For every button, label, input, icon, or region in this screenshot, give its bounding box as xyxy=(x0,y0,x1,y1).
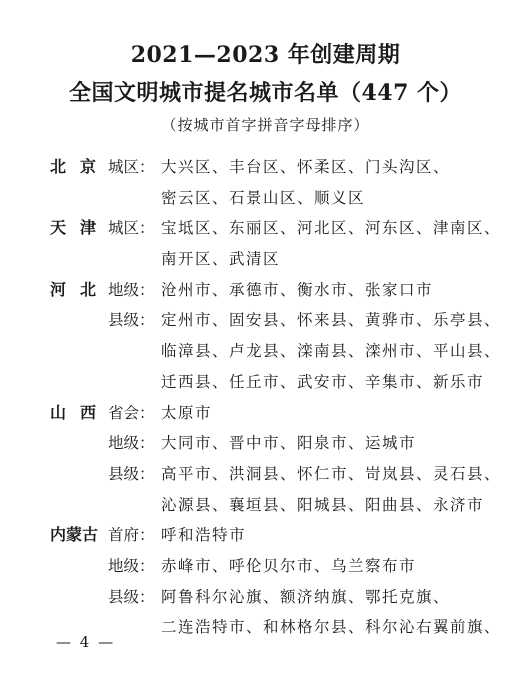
province-name: 河北 xyxy=(50,279,111,299)
subtitle: （按城市首字拼音字母排序） xyxy=(161,116,370,134)
city-names: 呼和浩特市 xyxy=(161,526,247,545)
title-line-2: 全国文明城市提名城市名单（447 个） xyxy=(68,80,463,106)
city-names: 阿鲁科尔沁旗、额济纳旗、鄂托克旗、 xyxy=(161,587,451,606)
city-names: 赤峰市、呼伦贝尔市、乌兰察布市 xyxy=(161,556,417,575)
list-row xyxy=(0,520,531,551)
province-name: 天津 xyxy=(50,218,111,238)
city-names: 大兴区、丰台区、怀柔区、门头沟区、 xyxy=(161,158,451,176)
list-row xyxy=(0,244,531,275)
list-row xyxy=(0,490,531,521)
list-row xyxy=(0,367,531,398)
level-label: 城区： xyxy=(108,219,155,238)
city-names: 二连浩特市、和林格尔县、科尔沁右翼前旗、 xyxy=(161,618,502,637)
list-row xyxy=(0,582,531,613)
list-row xyxy=(0,459,531,490)
city-names: 临漳县、卢龙县、滦南县、滦州市、平山县、 xyxy=(161,342,502,361)
city-names: 南开区、武清区 xyxy=(161,250,281,269)
level-label: 县级： xyxy=(108,587,155,606)
list-row xyxy=(0,183,531,214)
level-label: 首府： xyxy=(108,526,155,545)
level-label: 县级： xyxy=(108,311,155,330)
level-label: 地级： xyxy=(108,280,155,299)
city-names: 定州市、固安县、怀来县、黄骅市、乐亭县、 xyxy=(161,311,502,330)
list-row xyxy=(0,152,531,183)
city-names: 太原市 xyxy=(161,403,213,422)
level-label: 县级： xyxy=(108,464,155,483)
level-label: 地级： xyxy=(108,434,155,453)
city-names: 迁西县、任丘市、武安市、辛集市、新乐市 xyxy=(161,372,485,391)
city-list xyxy=(0,152,531,643)
city-names: 沧州市、承德市、衡水市、张家口市 xyxy=(161,280,434,299)
level-label: 省会： xyxy=(108,403,155,422)
title-line-1: 2021—2023 年创建周期 xyxy=(130,42,401,68)
city-names: 密云区、石景山区、顺义区 xyxy=(161,188,366,207)
level-label: 地级： xyxy=(108,556,155,575)
province-name: 北京 xyxy=(50,157,111,176)
list-row xyxy=(0,428,531,459)
city-names: 高平市、洪洞县、怀仁市、岢岚县、灵石县、 xyxy=(161,464,502,483)
province-name: 内蒙古 xyxy=(50,525,99,545)
list-row xyxy=(0,213,531,244)
list-row xyxy=(0,336,531,367)
list-row xyxy=(0,398,531,429)
list-row xyxy=(0,275,531,306)
list-row xyxy=(0,551,531,582)
level-label: 城区： xyxy=(108,158,155,176)
city-names: 宝坻区、东丽区、河北区、河东区、津南区、 xyxy=(161,219,502,238)
city-names: 沁源县、襄垣县、阳城县、阳曲县、永济市 xyxy=(161,495,485,514)
city-names: 大同市、晋中市、阳泉市、运城市 xyxy=(161,434,417,453)
list-row xyxy=(0,305,531,336)
province-name: 山西 xyxy=(50,402,111,422)
page-number: — 4 — xyxy=(56,633,116,651)
